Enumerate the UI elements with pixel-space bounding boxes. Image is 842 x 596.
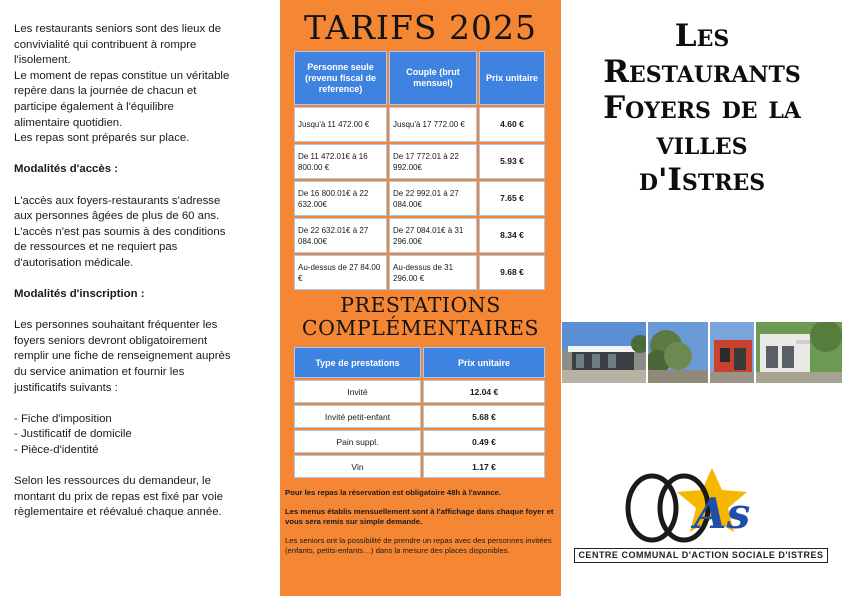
table-row xyxy=(294,455,545,478)
photo-restaurant-2 xyxy=(648,322,708,383)
tarifs-title: TARIFS 2025 xyxy=(304,8,537,47)
intro-line: Les repas sont préparés sur place. xyxy=(14,132,190,145)
acces-line: L'accès n'est pas soumis à des conditions xyxy=(14,225,226,238)
main-title-line: Les xyxy=(674,18,730,54)
ressources-line: montant du prix de repas est fixé par voie xyxy=(14,490,223,503)
ressources-line: Selon les ressources du demandeur, le xyxy=(14,475,211,488)
intro-line: l'isolement. xyxy=(14,54,71,67)
ressources-line: règlementaire et réévalué chaque année. xyxy=(14,506,222,519)
acces-line: aux personnes âgées de plus de 60 ans. xyxy=(14,210,220,223)
cell-prix: 9.68 € xyxy=(479,255,545,290)
inscription-heading: Modalités d'inscription : xyxy=(14,288,145,301)
main-title-line: villes xyxy=(656,126,748,162)
ccas-logo xyxy=(572,460,832,570)
main-title xyxy=(564,18,840,198)
photo-strip xyxy=(562,322,842,383)
photo-restaurant-3 xyxy=(710,322,754,383)
cell-prix: 5.68 € xyxy=(423,405,545,428)
table-row xyxy=(294,218,545,253)
tarifs-panel xyxy=(280,0,561,596)
left-column xyxy=(14,22,276,521)
header-prix: Prix unitaire xyxy=(423,347,545,378)
prestations-table xyxy=(292,345,547,480)
intro-line: participe également à l'équilibre xyxy=(14,100,174,113)
justificatif-item: - Fiche d'imposition xyxy=(14,412,112,425)
tarifs-table xyxy=(292,49,547,292)
cell-prix: 0.49 € xyxy=(423,430,545,453)
cell-prix: 4.60 € xyxy=(479,107,545,142)
logo-banner: CENTRE COMMUNAL D'ACTION SOCIALE D'ISTRES xyxy=(574,548,828,563)
note-invites: Les seniors ont la possibilité de prendre un repas avec des personnes invitées (enfants, petits-enfants…) dans la mesure des places disponibles. xyxy=(285,535,552,555)
intro-line: repère dans la journée de chacun et xyxy=(14,85,197,98)
notes xyxy=(285,488,557,565)
cell-seule: De 16 800.01€ à 22 632.00€ xyxy=(294,181,387,216)
tarifs-header-row xyxy=(294,51,545,105)
cell-couple: Au-dessus de 31 296.00 € xyxy=(389,255,477,290)
inscription-line: Les personnes souhaitant fréquenter les xyxy=(14,319,218,332)
intro-line: Les restaurants seniors sont des lieux de xyxy=(14,23,222,35)
header-prix-unitaire: Prix unitaire xyxy=(479,51,545,105)
cell-type: Invité petit-enfant xyxy=(294,405,421,428)
cell-prix: 12.04 € xyxy=(423,380,545,403)
table-row xyxy=(294,405,545,428)
logo-letters: As xyxy=(694,489,751,538)
inscription-line: justificatifs suivants : xyxy=(14,381,118,394)
table-row xyxy=(294,107,545,142)
intro-line: convivialité qui contribuent à rompre xyxy=(14,38,197,51)
cell-prix: 7.65 € xyxy=(479,181,545,216)
table-row xyxy=(294,181,545,216)
intro-line: Le moment de repas constitue un véritable xyxy=(14,69,230,82)
main-title-line: d'Istres xyxy=(638,162,766,198)
table-row xyxy=(294,430,545,453)
cell-seule: Jusqu'à 11 472.00 € xyxy=(294,107,387,142)
cell-couple: De 17 772.01 à 22 992.00€ xyxy=(389,144,477,179)
cell-prix: 1.17 € xyxy=(423,455,545,478)
main-title-line: Foyers de la xyxy=(603,90,801,126)
inscription-line: du service animation et fournir les xyxy=(14,366,185,379)
ccas-logo-graphic xyxy=(572,460,832,550)
prestations-title xyxy=(280,294,561,340)
main-title-line: Restaurants xyxy=(603,54,801,90)
note-reservation: Pour les repas la réservation est obligatoire 48h à l'avance. xyxy=(285,488,501,497)
cell-couple: De 27 084.01€ à 31 296.00€ xyxy=(389,218,477,253)
prestations-header-row xyxy=(294,347,545,378)
cell-type: Vin xyxy=(294,455,421,478)
cell-type: Invité xyxy=(294,380,421,403)
prestations-title-line2: COMPLÉMENTAIRES xyxy=(301,316,540,340)
acces-line: L'accès aux foyers-restaurants s'adresse xyxy=(14,194,221,207)
cell-seule: De 22 632.01€ à 27 084.00€ xyxy=(294,218,387,253)
cell-prix: 8.34 € xyxy=(479,218,545,253)
cell-prix: 5.93 € xyxy=(479,144,545,179)
header-personne-seule: Personne seule (revenu fiscal de reference) xyxy=(294,51,387,105)
table-row xyxy=(294,255,545,290)
acces-heading: Modalités d'accès : xyxy=(14,163,118,176)
note-menus: Les menus établis mensuellement sont à l'affichage dans chaque foyer et vous sera remis sur simple demande. xyxy=(285,506,554,526)
cell-seule: De 11 472.01€ à 16 800.00 € xyxy=(294,144,387,179)
acces-line: de ressources et ne requiert pas xyxy=(14,241,178,254)
justificatif-item: - Justificatif de domicile xyxy=(14,428,132,441)
prestations-title-line1: PRESTATIONS xyxy=(340,293,501,317)
inscription-line: foyers seniors devront obligatoirement xyxy=(14,334,208,347)
cell-type: Pain suppl. xyxy=(294,430,421,453)
header-couple: Couple (brut mensuel) xyxy=(389,51,477,105)
cell-seule: Au-dessus de 27 84.00 € xyxy=(294,255,387,290)
inscription-line: remplir une fiche de renseignement auprès xyxy=(14,350,231,363)
table-row xyxy=(294,380,545,403)
justificatif-item: - Pièce-d'identité xyxy=(14,444,99,457)
cell-couple: De 22 992.01 à 27 084.00€ xyxy=(389,181,477,216)
photo-restaurant-1 xyxy=(562,322,646,383)
table-row xyxy=(294,144,545,179)
acces-line: d'autorisation médicale. xyxy=(14,256,134,269)
intro-line: alimentaire quotidien. xyxy=(14,116,123,129)
photo-restaurant-4 xyxy=(756,322,842,383)
cell-couple: Jusqu'à 17 772.00 € xyxy=(389,107,477,142)
header-type: Type de prestations xyxy=(294,347,421,378)
